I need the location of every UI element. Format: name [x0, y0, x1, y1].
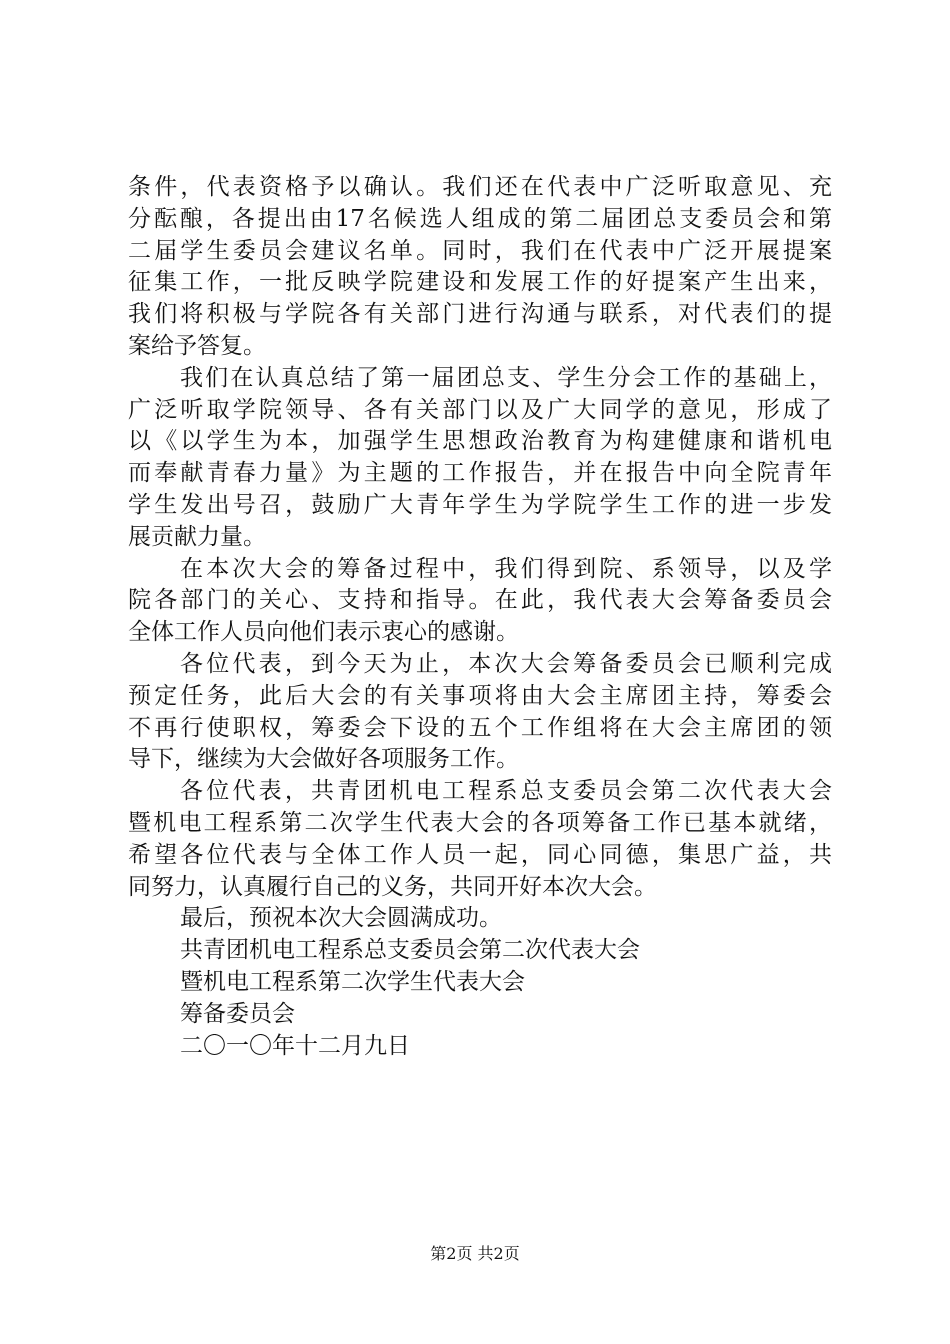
- text-line: 导下，继续为大会做好各项服务工作。: [128, 746, 519, 773]
- text-line: 全体工作人员向他们表示衷心的感谢。: [128, 619, 519, 646]
- paragraph-start-line: 各位代表，共青团机电工程系总支委员会第二次代表大会: [180, 778, 832, 805]
- text-line: 广泛听取学院领导、各有关部门以及广大同学的意见，形成了: [128, 396, 832, 423]
- text-line: 征集工作，一批反映学院建设和发展工作的好提案产生出来，: [128, 269, 832, 296]
- text-line: 以《以学生为本，加强学生思想政治教育为构建健康和谐机电: [128, 428, 832, 455]
- paragraph-start-line: 我们在认真总结了第一届团总支、学生分会工作的基础上，: [180, 364, 832, 391]
- signature-line: 暨机电工程系第二次学生代表大会: [180, 968, 525, 995]
- closing-line: 最后，预祝本次大会圆满成功。: [180, 905, 502, 932]
- signature-line: 共青团机电工程系总支委员会第二次代表大会: [180, 937, 640, 964]
- text-line: 同努力，认真履行自己的义务，共同开好本次大会。: [128, 873, 657, 900]
- paragraph-start-line: 各位代表，到今天为止，本次大会筹备委员会已顺利完成: [180, 650, 832, 677]
- text-line: 条件，代表资格予以确认。我们还在代表中广泛听取意见、充: [128, 174, 832, 200]
- text-line: 二届学生委员会建议名单。同时，我们在代表中广泛开展提案: [128, 237, 832, 264]
- text-line: 案给予答复。: [128, 332, 266, 359]
- page-number-footer: 第2页 共2页: [430, 1244, 520, 1263]
- text-line: 预定任务，此后大会的有关事项将由大会主席团主持，筹委会: [128, 682, 832, 709]
- text-line: 而奉献青春力量》为主题的工作报告，并在报告中向全院青年: [128, 460, 832, 487]
- date-line: 二〇一〇年十二月九日: [180, 1032, 410, 1059]
- text-line: 不再行使职权，筹委会下设的五个工作组将在大会主席团的领: [128, 714, 832, 741]
- text-line: 我们将积极与学院各有关部门进行沟通与联系，对代表们的提: [128, 301, 832, 328]
- text-line: 学生发出号召，鼓励广大青年学生为学院学生工作的进一步发: [128, 491, 832, 518]
- text-line: 暨机电工程系第二次学生代表大会的各项筹备工作已基本就绪，: [128, 809, 832, 836]
- text-line: 希望各位代表与全体工作人员一起，同心同德，集思广益，共: [128, 841, 832, 868]
- text-line: 院各部门的关心、支持和指导。在此，我代表大会筹备委员会: [128, 587, 832, 614]
- signature-line: 筹备委员会: [180, 1000, 295, 1027]
- paragraph-start-line: 在本次大会的筹备过程中，我们得到院、系领导，以及学: [180, 555, 832, 582]
- text-line: 分酝酿，各提出由17名候选人组成的第二届团总支委员会和第: [128, 205, 832, 232]
- text-line: 展贡献力量。: [128, 523, 266, 550]
- document-body: [128, 172, 832, 1062]
